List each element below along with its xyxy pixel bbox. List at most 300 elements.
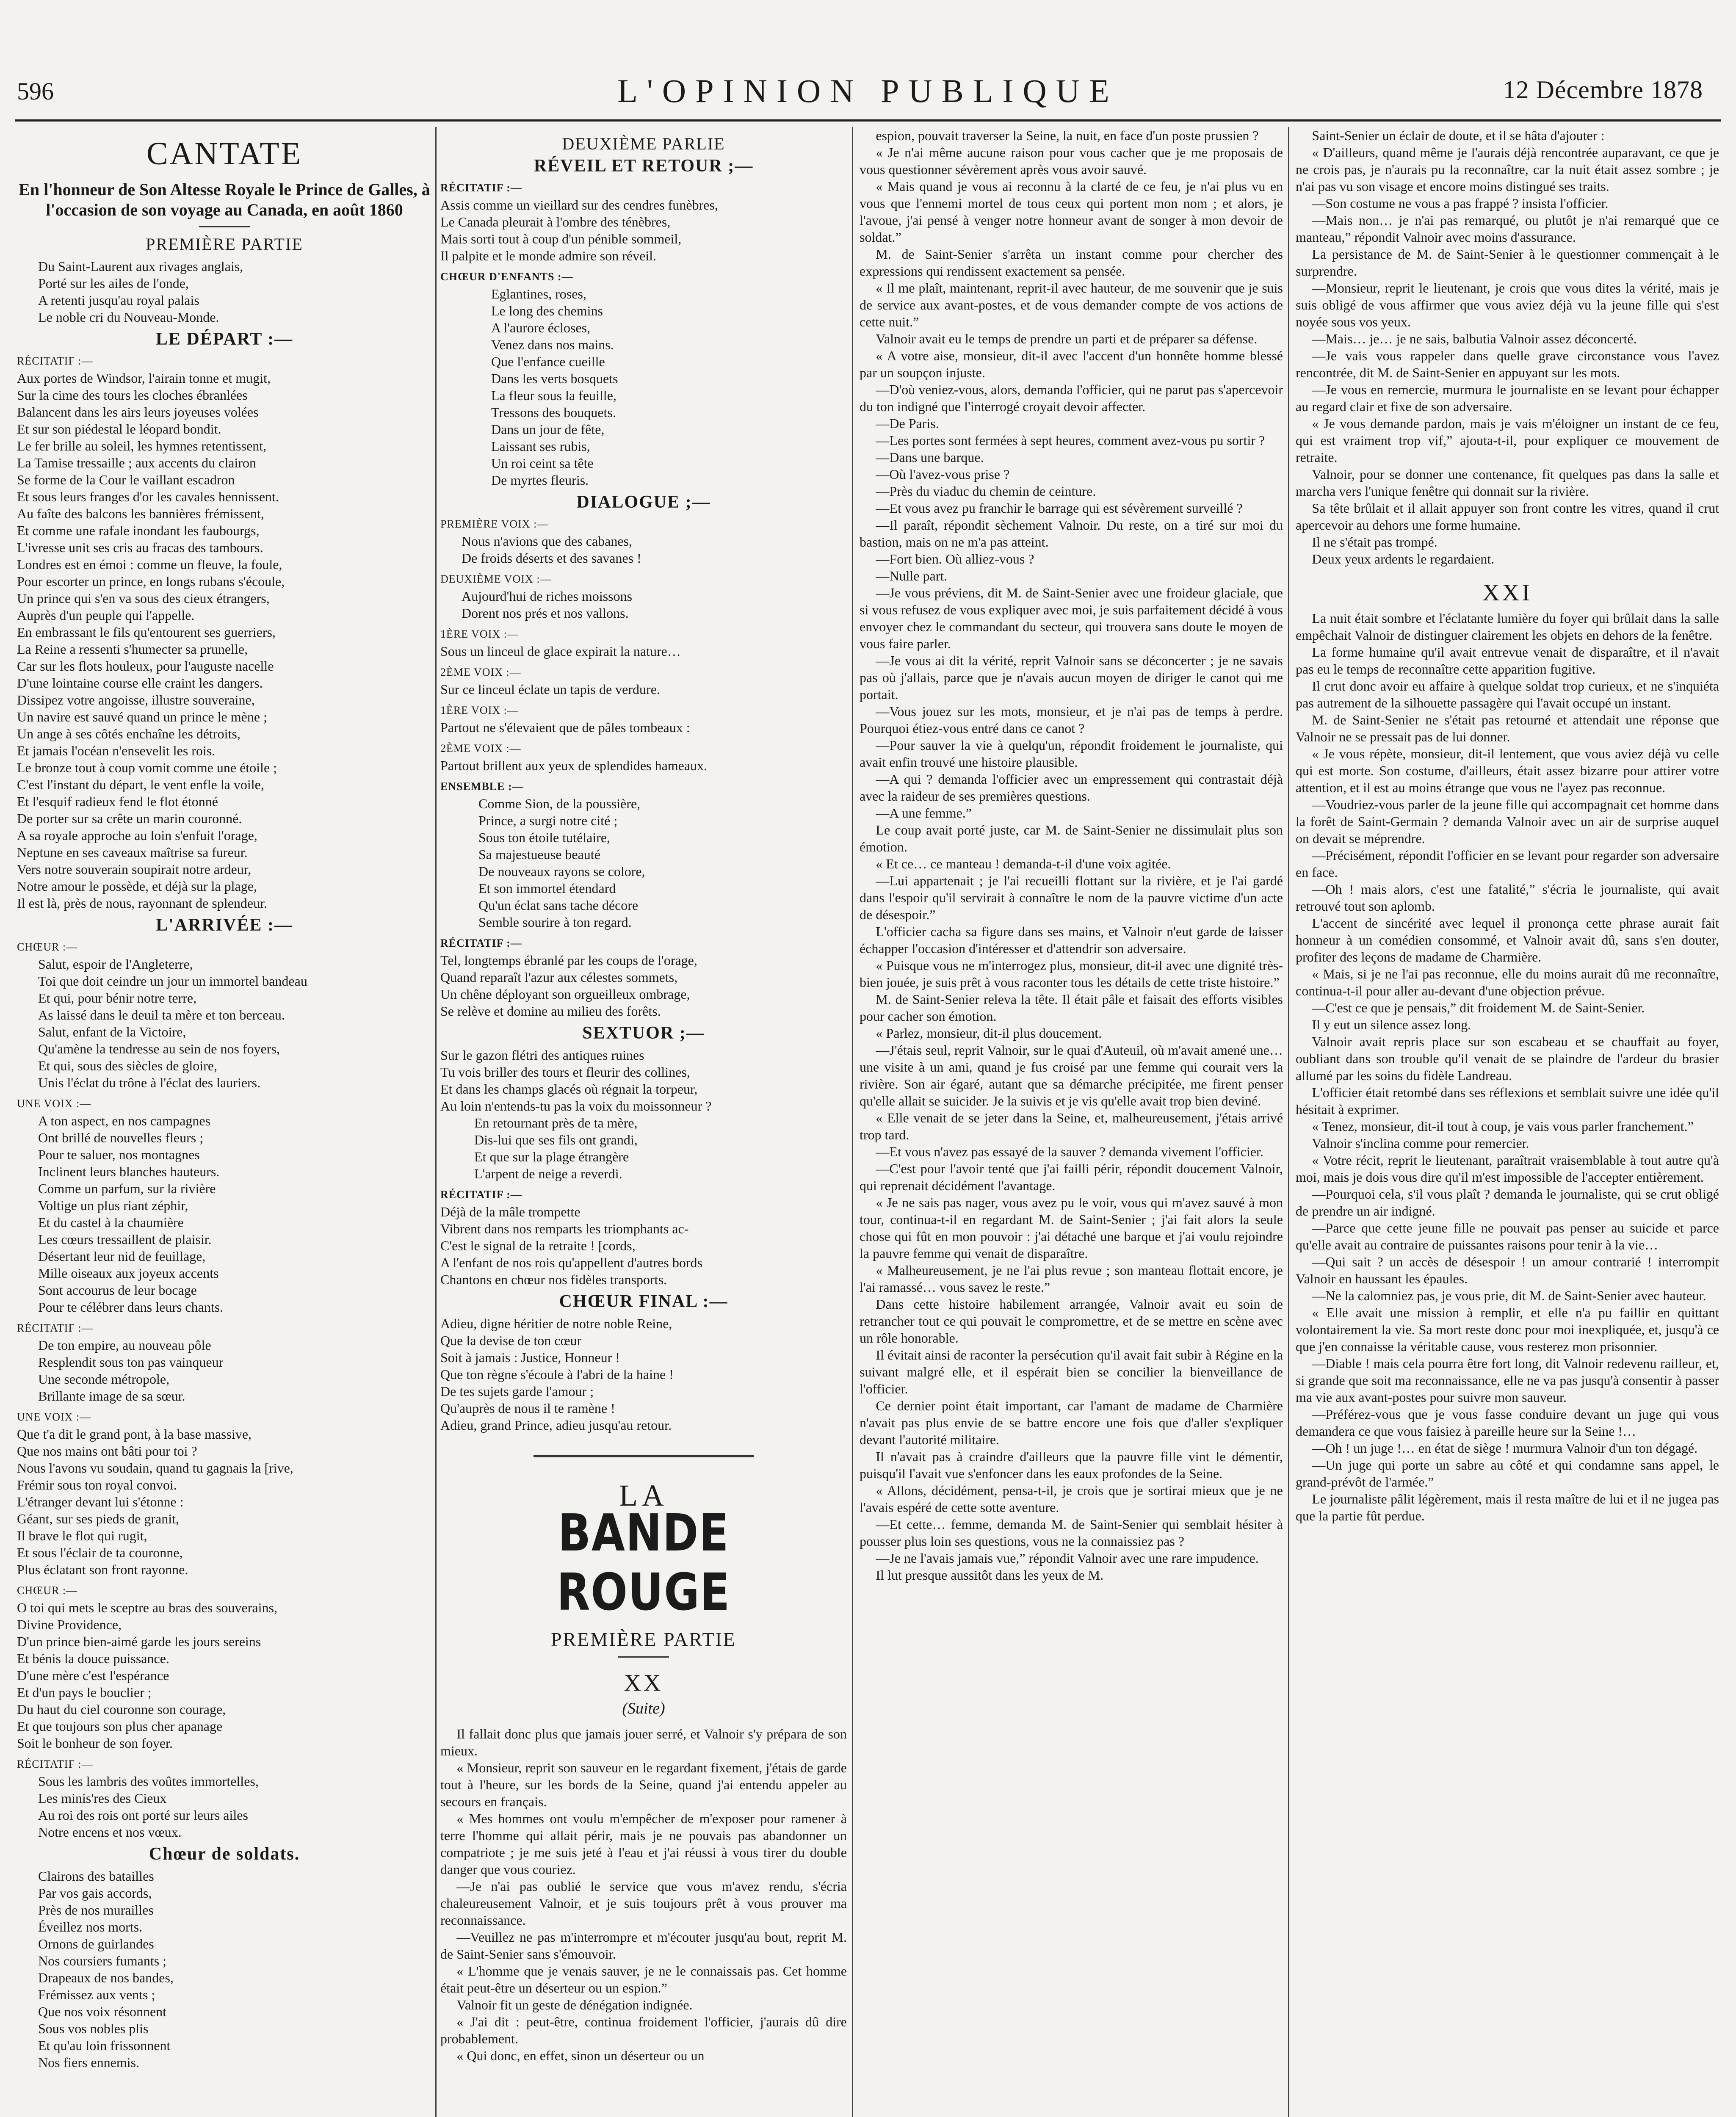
verse-block (440, 533, 847, 567)
voice-label: CHŒUR :— (17, 1584, 78, 1597)
paragraph: Deux yeux ardents le regardaient. (1312, 551, 1495, 567)
verse-line: Éveillez nos morts. (38, 1919, 143, 1935)
verse-line: Un ange à ses côtés enchaîne les détroits, (17, 726, 240, 741)
verse-block (440, 588, 847, 622)
verse-line: Semble sourire à ton regard. (478, 915, 632, 930)
verse-line: Resplendit sous ton pas vainqueur (38, 1354, 224, 1370)
verse-line: Désertant leur nid de feuillage, (38, 1249, 206, 1264)
paragraph: —Son costume ne vous a pas frappé ? insista l'officier. (1312, 196, 1609, 211)
verse-block (440, 795, 847, 931)
verse-line: Que t'a dit le grand pont, à la base massive, (17, 1426, 252, 1442)
verse-line: Dans un jour de fête, (491, 422, 605, 437)
verse-block (440, 757, 847, 774)
paragraph: « Mais quand je vous ai reconnu à la clarté de ce feu, je n'ai plus vu en vous que l'ennemi mortel de tous ceux qui portent mon nom ; et alors, je l'avoue, j'ai pensé à venger notre honneur avant de songer à mon devoir de soldat.” (860, 179, 1283, 245)
paragraph: —Je ne l'avais jamais vue,” répondit Valnoir avec une rare impudence. (876, 1550, 1259, 1566)
verse-line: A l'aurore écloses, (491, 320, 591, 335)
paragraph: « Puisque vous ne m'interrogez plus, monsieur, dit-il avec une dignité très-bien jouée, je suis prêt à vous raconter tous les détails de cette triste histoire.” (860, 958, 1283, 990)
paragraph: « Allons, décidément, pensa-t-il, je crois que je sortirai mieux que je ne l'avais espéré de cette sotte aventure. (860, 1483, 1283, 1515)
paragraph: —Pourquoi cela, s'il vous plaît ? demanda le journaliste, qui se crut obligé de prendre un air indigné. (1296, 1186, 1719, 1219)
verse-line: Sur le gazon flétri des antiques ruines (440, 1047, 644, 1063)
voice-label: RÉCITATIF :— (440, 1188, 522, 1201)
paragraph: —Un juge qui porte un sabre au côté et qui condamne sans appel, le grand-prévôt de l'armée.” (1296, 1457, 1719, 1490)
paragraph: Il y eut un silence assez long. (1312, 1017, 1471, 1032)
verse-line: Tu vois briller des tours et fleurir des collines, (440, 1064, 690, 1080)
verse-line: Les minis'res des Cieux (38, 1791, 167, 1806)
paragraph: M. de Saint-Senier s'arrêta un instant comme pour chercher des expressions qui rendissent exactement sa pensée. (860, 246, 1283, 279)
novel-part: PREMIÈRE PARTIE (551, 1628, 736, 1650)
verse-line: Balancent dans les airs leurs joyeuses volées (17, 404, 259, 420)
verse-line: Sont accourus de leur bocage (38, 1282, 197, 1298)
voice-label: 2ÈME VOIX :— (440, 666, 521, 678)
verse-line: Pour escorter un prince, en longs rubans s'écoule, (17, 574, 285, 589)
verse-line: De ton empire, au nouveau pôle (38, 1338, 211, 1353)
verse-line: Unis l'éclat du trône à l'éclat des lauriers. (38, 1075, 261, 1090)
section-heading: DIALOGUE ;— (576, 492, 711, 512)
paragraph: Saint-Senier un éclair de doute, et il se hâta d'ajouter : (1312, 128, 1605, 143)
part-heading: PREMIÈRE PARTIE (146, 235, 303, 254)
verse-line: Sous un linceul de glace expirait la nature… (440, 644, 681, 659)
verse-line: C'est l'instant du départ, le vent enfle la voile, (17, 777, 264, 792)
novel-title: BANDE ROUGE (557, 1504, 730, 1622)
verse-line: Dis-lui que ses fils ont grandi, (474, 1132, 638, 1147)
verse-line: Divine Providence, (17, 1617, 122, 1632)
divider (534, 1455, 754, 1457)
verse-line: Notre encens et nos vœux. (38, 1824, 182, 1840)
section-heading: LE DÉPART :— (155, 329, 293, 349)
verse-line: Le noble cri du Nouveau-Monde. (38, 310, 219, 325)
paragraph: —Je vous préviens, dit M. de Saint-Senier avec une froideur glaciale, que si vous refusez de vous expliquer avec moi, je suis parfaitement décidé à vous envoyer chez le commandant du secteur, qui trouvera sans doute le moyen de vous faire parler. (860, 585, 1283, 651)
verse-line: Du haut du ciel couronne son courage, (17, 1702, 226, 1717)
verse-line: Et l'esquif radieux fend le flot étonné (17, 794, 218, 809)
paragraph: —C'est ce que je pensais,” dit froidement M. de Saint-Senier. (1312, 1000, 1645, 1015)
column-3 (860, 127, 1283, 2117)
paragraph: Il crut donc avoir eu affaire à quelque soldat trop curieux, et ne s'inquiéta pas autrement de la silhouette passagère qui l'avait occupé un instant. (1296, 678, 1719, 710)
paragraph: « Monsieur, reprit son sauveur en le regardant fixement, j'étais de garde tout à l'heure, sur les bords de la Seine, quand j'ai entendu appeler au secours en français. (440, 1760, 847, 1809)
paragraph: « Votre récit, reprit le lieutenant, paraîtrait vraisemblable à tout autre qu'à moi, mais je dois vous dire qu'il m'est impossible de l'accepter entièrement. (1296, 1152, 1719, 1185)
header-rule (15, 119, 1721, 122)
verse-line: Partout brillent aux yeux de splendides hameaux. (440, 758, 708, 773)
verse-line: Et qu'au loin frissonnent (38, 2038, 171, 2053)
verse-line: Porté sur les ailes de l'onde, (38, 276, 189, 291)
verse-line: La Reine a ressenti s'humecter sa prunelle, (17, 641, 248, 657)
paragraph: « Je n'ai même aucune raison pour vous cacher que je me proposais de vous questionner sévèrement après vous avoir sauvé. (860, 145, 1283, 177)
paragraph: —Monsieur, reprit le lieutenant, je crois que vous dites la vérité, mais je suis obligé de vous affirmer que vous aviez déjà vu la jeune fille qui s'est noyée sous vos yeux. (1296, 280, 1719, 329)
verse-line: Aujourd'hui de riches moissons (462, 589, 633, 604)
verse-line: Londres est en émoi : comme un fleuve, la foule, (17, 557, 282, 572)
paragraph: —Je vous ai dit la vérité, reprit Valnoir sans se déconcerter ; je ne savais pas où j'allais, parce que je n'avais aucun moyen de diriger le canot qui me portait. (860, 653, 1283, 702)
verse-line: Aux portes de Windsor, l'airain tonne et mugit, (17, 370, 271, 386)
paragraph: Sa tête brûlait et il allait appuyer son front contre les vitres, quand il crut apercevoir au dehors une forme humaine. (1296, 500, 1719, 533)
verse-line: Dans les verts bosquets (491, 371, 618, 386)
newspaper-title: L'OPINION PUBLIQUE (617, 72, 1119, 109)
paragraph: « Je vous demande pardon, mais je vais m'éloigner un instant de ce feu, qui est vraiment trop vif,” ajouta-t-il, pour expliquer ce mouvement de retraite. (1296, 416, 1719, 465)
verse-line: Mais sorti tout à coup d'un pénible sommeil, (440, 231, 682, 246)
paragraph: —Dans une barque. (876, 450, 984, 465)
voice-label: RÉCITATIF :— (440, 937, 522, 949)
voice-label: 1ÈRE VOIX :— (440, 628, 519, 640)
verse-line: Ornons de guirlandes (38, 1936, 154, 1951)
novel-la: LA (619, 1479, 668, 1512)
paragraph: —Voudriez-vous parler de la jeune fille qui accompagnait cet homme dans la forêt de Saint-Germain ? demanda Valnoir avec un air de surprise auquel on devait se méprendre. (1296, 797, 1719, 846)
verse-block (440, 1114, 847, 1182)
voice-label: RÉCITATIF :— (17, 1758, 93, 1770)
verse-block (440, 196, 847, 264)
verse-line: A retenti jusqu'au royal palais (38, 293, 199, 308)
verse-line: Au loin n'entends-tu pas la voix du moissonneur ? (440, 1098, 712, 1114)
verse-line: Nous l'avons vu soudain, quand tu gagnais la [rive, (17, 1460, 293, 1476)
paragraph: —Préférez-vous que je vous fasse conduire devant un juge qui vous demandera ce que vous faisiez à pareille heure sur la Seine !… (1296, 1407, 1719, 1439)
paragraph: —C'est pour l'avoir tenté que j'ai failli périr, répondit doucement Valnoir, qui reprenait décidément l'avantage. (860, 1161, 1283, 1193)
verse-block (17, 370, 432, 912)
paragraph: espion, pouvait traverser la Seine, la nuit, en face d'un poste prussien ? (876, 128, 1259, 143)
verse-line: Que l'enfance cueille (491, 354, 605, 369)
paragraph: La nuit était sombre et l'éclatante lumière du foyer qui brûlait dans la salle empêchait Valnoir de distinguer clairement les objets en dehors de la fenêtre. (1296, 611, 1719, 643)
paragraph: —De Paris. (876, 416, 939, 431)
paragraph: M. de Saint-Senier releva la tête. Il était pâle et faisait des efforts visibles pour cacher son émotion. (860, 992, 1283, 1024)
verse-line: Comme Sion, de la poussière, (478, 796, 641, 811)
verse-line: Neptune en ses caveaux maîtrise sa fureur. (17, 845, 248, 860)
prose-block (1296, 610, 1719, 1524)
paragraph: —Je vous en remercie, murmura le journaliste en se levant pour échapper au regard clair et fixe de son adversaire. (1296, 382, 1719, 414)
paragraph: « Elle avait une mission à remplir, et elle n'a pu faillir en quittant volontairement la vie. Sa mort reste donc pour moi inexpliquée, et, jusqu'à ce que j'en connaisse la véritable cause, vous resterez mon prisonnier. (1296, 1305, 1719, 1354)
paragraph: Valnoir fit un geste de dénégation indignée. (456, 1997, 693, 2012)
verse-line: Le Canada pleurait à l'ombre des ténèbres, (440, 214, 671, 229)
verse-line: Que la devise de ton cœur (440, 1333, 582, 1348)
page-number: 596 (17, 77, 54, 105)
verse-line: De tes sujets garde l'amour ; (440, 1384, 594, 1399)
verse-line: Notre amour le possède, et déjà sur la plage, (17, 879, 257, 894)
verse-line: Tel, longtemps ébranlé par les coups de l'orage, (440, 953, 697, 968)
paragraph: Il ne s'était pas trompé. (1312, 534, 1437, 550)
verse-line: O toi qui mets le sceptre au bras des souverains, (17, 1600, 277, 1615)
verse-block (440, 643, 847, 660)
verse-line: Auprès d'un peuple qui l'appelle. (17, 608, 195, 623)
verse-line: Tressons des bouquets. (491, 405, 616, 420)
verse-line: Soit à jamais : Justice, Honneur ! (440, 1350, 620, 1365)
paragraph: « Qui donc, en effet, sinon un déserteur ou un (456, 2048, 705, 2063)
verse-line: Quand reparaît l'azur aux célestes sommets, (440, 970, 678, 985)
verse-block (440, 1315, 847, 1434)
verse-line: D'une lointaine course elle craint les dangers. (17, 675, 263, 691)
verse-line: La Tamise tressaille ; aux accents du clairon (17, 455, 256, 470)
paragraph: La forme humaine qu'il avait entrevue venait de disparaître, et il n'avait pas eu le temps de reconnaître cette apparition fugitive. (1296, 644, 1719, 677)
column-rule (852, 127, 853, 2117)
verse-line: De froids déserts et des savanes ! (462, 550, 641, 566)
paragraph: L'officier cacha sa figure dans ses mains, et Valnoir n'eut garde de laisser échapper l'occasion d'intéresser et d'attendrir son adversaire. (860, 924, 1283, 956)
verse-line: Par vos gais accords, (38, 1885, 152, 1901)
paragraph: Le journaliste pâlit légèrement, mais il resta maître de lui et il ne jugea pas que la partie fût perdue. (1296, 1491, 1719, 1523)
paragraph: « L'homme que je venais sauver, je ne le connaissais pas. Cet homme était peut-être un déserteur ou un espion.” (440, 1963, 847, 1995)
column-2 (440, 127, 847, 2117)
verse-line: Et qui, pour bénir notre terre, (38, 990, 197, 1006)
verse-line: Une seconde métropole, (38, 1371, 170, 1387)
paragraph: —Et vous n'avez pas essayé de la sauver ? demanda vivement l'officier. (876, 1144, 1263, 1159)
verse-line: Géant, sur ses pieds de granit, (17, 1511, 180, 1526)
verse-line: En retournant près de ta mère, (474, 1115, 638, 1130)
verse-line: Et son immortel étendard (478, 881, 616, 896)
verse-line: Et jamais l'océan n'ensevelit les rois. (17, 743, 216, 758)
paragraph: M. de Saint-Senier ne s'était pas retourné et attendait une réponse que Valnoir ne se pressait pas de lui donner. (1296, 712, 1719, 744)
paragraph: Ce dernier point était important, car l'amant de madame de Charmière n'avait pas plus envie de se battre encore une fois que d'aller s'expliquer devant l'autorité militaire. (860, 1398, 1283, 1447)
voice-label: ENSEMBLE :— (440, 780, 524, 793)
paragraph: —Je n'ai pas oublié le service que vous m'avez rendu, s'écria chaleureusement Valnoir, et je suis toujours prêt à vous prouver ma reconnaissance. (440, 1879, 847, 1928)
verse-line: D'une mère c'est l'espérance (17, 1668, 169, 1683)
verse-block (440, 719, 847, 736)
verse-line: Qu'un éclat sans tache décore (478, 898, 639, 913)
verse-line: Frémir sous ton royal convoi. (17, 1477, 177, 1492)
verse-line: A sa royale approche au loin s'enfuit l'orage, (17, 828, 257, 843)
paragraph: —Lui appartenait ; je l'ai recueilli flottant sur la rivière, et je l'ai gardé dans l'espoir qu'il servirait à connaître le nom de la pauvre victime d'un acte de désespoir.” (860, 873, 1283, 922)
verse-block (17, 1337, 432, 1404)
verse-line: Que ton règne s'écoule à l'abri de la haine ! (440, 1367, 674, 1382)
voice-label: RÉCITATIF :— (17, 355, 93, 367)
prose-block (440, 1725, 847, 2064)
paragraph: L'officier était retombé dans ses réflexions et semblait suivre une idée qu'il hésitait à exprimer. (1296, 1085, 1719, 1117)
paragraph: Valnoir, pour se donner une contenance, fit quelques pas dans la salle et marcha vers l'unique fenêtre qui donnait sur la rivière. (1296, 467, 1719, 499)
verse-line: Assis comme un vieillard sur des cendres funèbres, (440, 197, 718, 213)
paragraph: « Parlez, monsieur, dit-il plus doucement. (876, 1025, 1102, 1041)
verse-line: Un prince qui s'en va sous des cieux étrangers, (17, 591, 270, 606)
column-4 (1296, 127, 1719, 2117)
paragraph: « J'ai dit : peut-être, continua froidement l'officier, j'aurais dû dire probablement. (440, 2014, 847, 2046)
verse-line: En embrassant le fils qu'entourent ses guerriers, (17, 625, 276, 640)
verse-line: L'arpent de neige a reverdi. (474, 1166, 622, 1181)
paragraph: —Nulle part. (876, 568, 948, 583)
verse-line: Venez dans nos mains. (491, 337, 614, 352)
verse-line: Qu'amène la tendresse au sein de nos foyers, (38, 1041, 280, 1056)
voice-label: UNE VOIX :— (17, 1411, 91, 1423)
paragraph: —Diable ! mais cela pourra être fort long, dit Valnoir redevenu railleur, et, si grande que soit ma reconnaissance, elle ne va pas jusqu'à consentir à passer ma vie aux avant-postes pour suivre mon sauveur. (1296, 1356, 1719, 1405)
chapter-number: XXI (1482, 580, 1532, 606)
paragraph: Valnoir s'inclina comme pour remercier. (1312, 1136, 1529, 1151)
verse-line: Chantons en chœur nos fidèles transports. (440, 1272, 667, 1287)
verse-line: La fleur sous la feuille, (491, 388, 616, 403)
paragraph: —Je vais vous rappeler dans quelle grave circonstance vous l'avez rencontrée, dit M. de Saint-Senier en appuyant sur les mots. (1296, 348, 1719, 380)
verse-line: Adieu, digne héritier de notre noble Reine, (440, 1316, 672, 1331)
section-heading: SEXTUOR ;— (582, 1023, 705, 1043)
verse-line: Vers notre souverain soupirait notre ardeur, (17, 862, 252, 877)
verse-line: Un roi ceint sa tête (491, 456, 594, 471)
part-heading: DEUXIÈME PARLIE (562, 134, 725, 153)
verse-line: L'ivresse unit ses cris au fracas des tambours. (17, 540, 263, 555)
prose-block (860, 127, 1283, 1584)
verse-line: Et bénis la douce puissance. (17, 1651, 169, 1666)
verse-line: Et sous leurs franges d'or les cavales hennissent. (17, 489, 279, 504)
paragraph: Il fallait donc plus que jamais jouer serré, et Valnoir s'y prépara de son mieux. (440, 1726, 847, 1758)
verse-line: Dissipez votre angoisse, illustre souveraine, (17, 692, 255, 708)
verse-line: Sur la cime des tours les cloches ébranlées (17, 387, 248, 403)
verse-line: C'est le signal de la retraite ! [cords, (440, 1238, 636, 1253)
paragraph: « Il me plaît, maintenant, reprit-il avec hauteur, de me souvenir que je suis de service aux avant-postes, et de vous demander compte de vos actions de cette nuit.” (860, 280, 1283, 329)
verse-line: Nous n'avions que des cabanes, (462, 533, 632, 549)
verse-line: Se relève et domine au milieu des forêts. (440, 1003, 661, 1019)
verse-line: Qu'auprès de nous il te ramène ! (440, 1401, 615, 1416)
verse-line: A l'enfant de nos rois qu'appellent d'autres bords (440, 1255, 702, 1270)
voice-label: RÉCITATIF :— (17, 1322, 93, 1334)
verse-line: Drapeaux de nos bandes, (38, 1970, 174, 1985)
verse-line: Sous vos nobles plis (38, 2021, 149, 2036)
section-heading: CHŒUR FINAL :— (559, 1292, 728, 1311)
verse-line: Mille oiseaux aux joyeux accents (38, 1266, 219, 1281)
verse-line: A ton aspect, en nos campagnes (38, 1113, 210, 1128)
voice-label: 2ÈME VOIX :— (440, 742, 521, 754)
cantate-title: CANTATE (146, 136, 303, 171)
verse-line: Au roi des rois ont porté sur leurs ailes (38, 1807, 248, 1823)
verse-block (17, 1868, 432, 2071)
verse-line: Sous les lambris des voûtes immortelles, (38, 1774, 259, 1789)
paragraph: —Les portes sont fermées à sept heures, comment avez-vous pu sortir ? (876, 433, 1265, 448)
verse-line: Et que sur la plage étrangère (474, 1149, 629, 1164)
verse-line: Et comme une rafale inondant les faubourgs, (17, 523, 260, 538)
paragraph: Dans cette histoire habilement arrangée, Valnoir avait eu soin de retrancher tout ce qui pouvait le compromettre, et de se mettre en scène avec un rôle honorable. (860, 1296, 1283, 1346)
verse-line: Inclinent leurs blanches hauteurs. (38, 1164, 220, 1179)
paragraph: —Où l'avez-vous prise ? (876, 467, 1010, 482)
verse-line: De nouveaux rayons se colore, (478, 864, 645, 879)
column-rule (435, 127, 437, 2117)
verse-line: Sur ce linceul éclate un tapis de verdure. (440, 682, 660, 697)
paragraph: —Précisément, répondit l'officier en se levant pour regarder son adversaire en face. (1296, 848, 1719, 880)
paragraph: « D'ailleurs, quand même je l'aurais déjà rencontrée auparavant, ce que je ne crois pas, je n'aurais pu la reconnaître, car la nuit était assez sombre ; je n'ai pas vu son visage et encore moins distingué ses traits. (1296, 145, 1719, 194)
verse-block (440, 1047, 847, 1114)
verse-line: Et que toujours son plus cher apanage (17, 1719, 223, 1734)
voice-label: 1ÈRE VOIX :— (440, 704, 519, 716)
verse-line: D'un prince bien-aimé garde les jours sereins (17, 1634, 261, 1649)
paragraph: Il évitait ainsi de raconter la persécution qu'il avait fait subir à Régine en la suivant malgré elle, et il espérait bien se concilier la bienveillance de l'officier. (860, 1347, 1283, 1396)
verse-line: Pour te saluer, nos montagnes (38, 1147, 200, 1162)
verse-line: Nos coursiers fumants ; (38, 1953, 167, 1968)
verse-block (17, 956, 432, 1091)
verse-line: Car sur les flots houleux, pour l'auguste nacelle (17, 658, 274, 674)
verse-line: Comme un parfum, sur la rivière (38, 1181, 216, 1196)
voice-label: RÉCITATIF :— (440, 182, 522, 194)
verse-line: Brillante image de sa sœur. (38, 1388, 185, 1404)
verse-line: Et sur son piédestal le léopard bondit. (17, 421, 221, 437)
paragraph: « Malheureusement, je ne l'ai plus revue ; son manteau flottait encore, je l'ai ramassé… vous savez le reste.” (860, 1263, 1283, 1295)
verse-line: Il brave le flot qui rugit, (17, 1528, 147, 1543)
verse-line: Le long des chemins (491, 303, 603, 318)
paragraph: « Elle venait de se jeter dans la Seine, et, malheureusement, j'étais arrivé trop tard. (860, 1110, 1283, 1142)
divider (618, 1656, 669, 1658)
paragraph: La persistance de M. de Saint-Senier à le questionner commençait à le surprendre. (1296, 246, 1719, 279)
paragraph: —A une femme.” (876, 805, 972, 821)
paragraph: —D'où veniez-vous, alors, demanda l'officier, qui ne parut pas s'apercevoir du ton indigné que l'interrogé croyait devoir affecter. (860, 382, 1283, 414)
verse-block (440, 1203, 847, 1288)
paragraph: « Mes hommes ont voulu m'empêcher de m'exposer pour ramener à terre l'homme qui allait périr, mais je ne pouvais pas abandonner un compatriote ; je me suis jeté à l'eau et j'ai réussi à vous tirer du double danger que vous couriez. (440, 1811, 847, 1877)
voice-label: PREMIÈRE VOIX :— (440, 518, 549, 530)
verse-line: Ont brillé de nouvelles fleurs ; (38, 1130, 204, 1145)
verse-line: Dorent nos prés et nos vallons. (462, 605, 629, 621)
verse-line: Le bronze tout à coup vomit comme une étoile ; (17, 760, 277, 775)
paragraph: —Il paraît, répondit sèchement Valnoir. Du reste, on a tiré sur moi du bastion, mais on ne m'a pas atteint. (860, 517, 1283, 550)
paragraph: « Je ne sais pas nager, vous avez pu le voir, vous qui m'avez sauvé à mon tour, continua-t-il en regardant M. de Saint-Senier ; j'ai fait alors la seule chose qui fût en mon pouvoir : j'ai détaché une barque et j'ai voulu rejoindre la pauvre femme qui venait de disparaître. (860, 1195, 1283, 1261)
paragraph: —Et vous avez pu franchir le barrage qui est sévèrement surveillé ? (876, 500, 1243, 516)
verse-line: Un navire est sauvé quand un prince le mène ; (17, 709, 267, 724)
paragraph: L'accent de sincérité avec lequel il prononça cette phrase aurait fait honneur à un comédien consommé, et Valnoir avait dû, sans s'en douter, profiter des leçons de madame de Charmière. (1296, 915, 1719, 965)
verse-line: Partout ne s'élevaient que de pâles tombeaux : (440, 720, 690, 735)
paragraph: Valnoir avait repris place sur son escabeau et se chauffait au foyer, oubliant dans son trouble qu'il venait de se plaindre de l'ardeur du brasier allumé par les soins du fidèle Landreau. (1296, 1034, 1719, 1083)
verse-line: Que nos mains ont bâti pour toi ? (17, 1443, 197, 1459)
verse-line: Et dans les champs glacés où régnait la torpeur, (440, 1081, 698, 1097)
chapter-number: XX (624, 1670, 663, 1696)
paragraph: —Près du viaduc du chemin de ceinture. (876, 484, 1096, 499)
paragraph: Il lut presque aussitôt dans les yeux de M. (876, 1567, 1104, 1583)
paragraph: —Et cette… femme, demanda M. de Saint-Senier qui semblait hésiter à pousser plus loin ses questions, vous ne la connaissiez pas ? (860, 1517, 1283, 1549)
paragraph: Valnoir avait eu le temps de prendre un parti et de préparer sa défense. (876, 331, 1258, 346)
voice-label: UNE VOIX :— (17, 1097, 91, 1110)
verse-line: Et du castel à la chaumière (38, 1215, 184, 1230)
paragraph: —Pour sauver la vie à quelqu'un, répondit froidement le journaliste, qui avait enfin trouvé une histoire plausible. (860, 738, 1283, 770)
verse-line: Prince, a surgi notre cité ; (478, 813, 618, 828)
verse-line: Eglantines, roses, (491, 286, 586, 301)
verse-line: Un chêne déployant son orgueilleux ombrage, (440, 987, 690, 1002)
verse-line: De porter sur sa crête un marin couronné. (17, 811, 242, 826)
verse-line: Plus éclatant son front rayonne. (17, 1562, 188, 1577)
voice-label: CHŒUR :— (17, 941, 78, 953)
verse-line: Le fer brille au soleil, les hymnes retentissent, (17, 438, 267, 453)
paragraph: —A qui ? demanda l'officier avec un empressement qui contrastait déjà avec la raideur de ses premières questions. (860, 771, 1283, 804)
verse-block (440, 952, 847, 1020)
verse-line: Déjà de la mâle trompette (440, 1204, 581, 1219)
column-1 (17, 127, 432, 2117)
verse-block (17, 1599, 432, 1752)
verse-line: Voltige un plus riant zéphir, (38, 1198, 188, 1213)
verse-block (17, 258, 432, 326)
verse-line: De myrtes fleuris. (491, 473, 589, 488)
verse-line: Nos fiers ennemis. (38, 2055, 140, 2070)
verse-line: Du Saint-Laurent aux rivages anglais, (38, 259, 243, 274)
verse-line: L'étranger devant lui s'étonne : (17, 1494, 184, 1509)
verse-line: Et qui, sous des siècles de gloire, (38, 1058, 218, 1073)
issue-date: 12 Décembre 1878 (1503, 76, 1703, 104)
paragraph: « Et ce… ce manteau ! demanda-t-il d'une voix agitée. (876, 856, 1171, 871)
paragraph: —J'étais seul, reprit Valnoir, sur le quai d'Auteuil, où m'avait amené une… une visite à un ami, quand je fus croisé par une femme qui courait vers la rivière. Son air égaré, autant que sa démarche précipitée, me firent penser qu'elle allait se suicider. Je la suivis et je vis qu'elle avait trop bien deviné. (860, 1042, 1283, 1108)
verse-line: Que nos voix résonnent (38, 2004, 167, 2019)
paragraph: —Qui sait ? un accès de désespoir ! un amour contrarié ! interrompit Valnoir en haussant les épaules. (1296, 1254, 1719, 1286)
paragraph: —Veuillez ne pas m'interrompre et m'écouter jusqu'au bout, reprit M. de Saint-Senier sans s'émouvoir. (440, 1929, 847, 1962)
paragraph: —Mais non… je n'ai pas remarqué, ou plutôt je n'ai remarqué que ce manteau,” répondit Valnoir avec moins d'assurance. (1296, 213, 1719, 245)
section-heading: Chœur de soldats. (149, 1844, 300, 1864)
verse-line: Se forme de la Cour le vaillant escadron (17, 472, 235, 487)
verse-line: Vibrent dans nos remparts les triomphants ac- (440, 1221, 689, 1236)
verse-line: Adieu, grand Prince, adieu jusqu'au retour. (440, 1418, 672, 1433)
verse-line: Clairons des batailles (38, 1868, 154, 1884)
paragraph: Il n'avait pas à craindre d'ailleurs que la pauvre fille vint le démentir, puisqu'il l'avait vue s'enfoncer dans les eaux profondes de la Seine. (860, 1449, 1283, 1481)
paragraph: —Mais… je… je ne sais, balbutia Valnoir assez déconcerté. (1312, 331, 1637, 346)
suite-label: (Suite) (622, 1700, 665, 1717)
verse-block (17, 1773, 432, 1841)
verse-line: Salut, enfant de la Victoire, (38, 1024, 186, 1039)
verse-line: Et sous l'éclair de ta couronne, (17, 1545, 183, 1560)
verse-line: Toi que doit ceindre un jour un immortel bandeau (38, 973, 307, 989)
verse-line: Au faîte des balcons les bannières frémissent, (17, 506, 264, 521)
verse-line: Laissant ses rubis, (491, 439, 590, 454)
verse-line: Sous ton étoile tutélaire, (478, 830, 611, 845)
prose-block (1296, 127, 1719, 567)
paragraph: « Tenez, monsieur, dit-il tout à coup, je vais vous parler franchement.” (1312, 1119, 1694, 1134)
paragraph: « Je vous répète, monsieur, dit-il lentement, que vous aviez déjà vu celle qui est morte. Son costume, d'ailleurs, était assez bizarre pour attirer votre attention, et il est au moins étrange que vous ne l'ayez pas reconnue. (1296, 746, 1719, 795)
verse-line: Il est là, près de nous, rayonnant de splendeur. (17, 895, 267, 911)
verse-line: Frémissez aux vents ; (38, 1987, 155, 2002)
verse-line: Soit le bonheur de son foyer. (17, 1736, 173, 1751)
paragraph: —Fort bien. Où alliez-vous ? (876, 551, 1034, 567)
paragraph: Le coup avait porté juste, car M. de Saint-Senier ne dissimulait plus son émotion. (860, 822, 1283, 854)
paragraph: —Oh ! mais alors, c'est une fatalité,” s'écria le journaliste, qui avait retrouvé tout son aplomb. (1296, 882, 1719, 914)
verse-block (440, 285, 847, 489)
verse-line: Et d'un pays le bouclier ; (17, 1685, 152, 1700)
voice-label: DEUXIÈME VOIX :— (440, 573, 552, 585)
verse-line: Salut, espoir de l'Angleterre, (38, 956, 193, 972)
verse-block (440, 681, 847, 698)
